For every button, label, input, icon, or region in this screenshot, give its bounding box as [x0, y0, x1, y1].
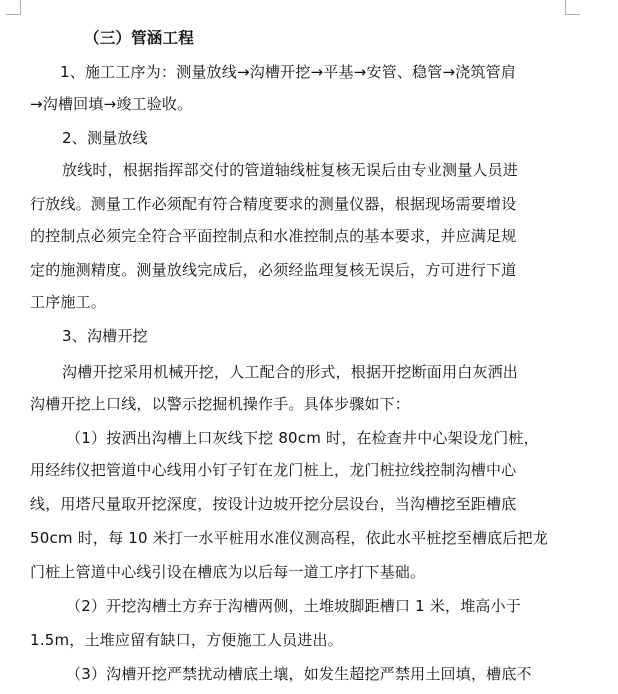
paragraph-line: （2）开挖沟槽土方弃于沟槽两侧，土堆坡脚距槽口 1 米，堆高小于	[66, 597, 522, 615]
page-corner-mark-left	[6, 0, 21, 15]
paragraph-line: 用经纬仪把管道中心线用小钉子钉在龙门桩上，龙门桩拉线控制沟槽中心	[30, 461, 517, 479]
paragraph-line: 的控制点必须完全符合平面控制点和水准控制点的基本要求，并应满足规	[30, 227, 517, 245]
paragraph-line: （3）沟槽开挖严禁扰动槽底土壤，如发生超挖严禁用土回填，槽底不	[66, 665, 532, 683]
paragraph-line: 50cm 时，每 10 米打一水平桩用水准仪测高程，依此水平桩挖至槽底后把龙	[30, 529, 548, 547]
paragraph-line: 放线时，根据指挥部交付的管道轴线桩复核无误后由专业测量人员进	[62, 161, 519, 179]
paragraph-line: 定的施测精度。测量放线完成后，必须经监理复核无误后，方可进行下道	[30, 261, 517, 279]
paragraph-line: 工序施工。	[30, 293, 107, 311]
paragraph-line: 门桩上管道中心线引设在槽底为以后每一道工序打下基础。	[30, 563, 426, 581]
paragraph-line: →沟槽回填→竣工验收。	[30, 95, 193, 113]
paragraph-line: 线，用塔尺量取开挖深度，按设计边坡开挖分层设台，当沟槽挖至距槽底	[30, 495, 517, 513]
subsection-heading: 3、沟槽开挖	[62, 327, 148, 345]
paragraph-line: 沟槽开挖采用机械开挖，人工配合的形式，根据开挖断面用白灰洒出	[62, 363, 519, 381]
page-corner-mark-right	[565, 0, 580, 15]
paragraph-line: 1、施工工序为：测量放线→沟槽开挖→平基→安管、稳管→浇筑管肩	[60, 63, 517, 81]
section-heading: （三）管涵工程	[84, 29, 194, 47]
paragraph-line: 沟槽开挖上口线，以警示挖掘机操作手。具体步骤如下：	[30, 395, 411, 413]
paragraph-line: 1.5m，土堆应留有缺口，方便施工人员进出。	[30, 631, 343, 649]
subsection-heading: 2、测量放线	[62, 129, 148, 147]
paragraph-line: 行放线。测量工作必须配有符合精度要求的测量仪器，根据现场需要增设	[30, 195, 517, 213]
paragraph-line: （1）按洒出沟槽上口灰线下挖 80cm 时，在检查井中心架设龙门桩，	[66, 429, 539, 447]
